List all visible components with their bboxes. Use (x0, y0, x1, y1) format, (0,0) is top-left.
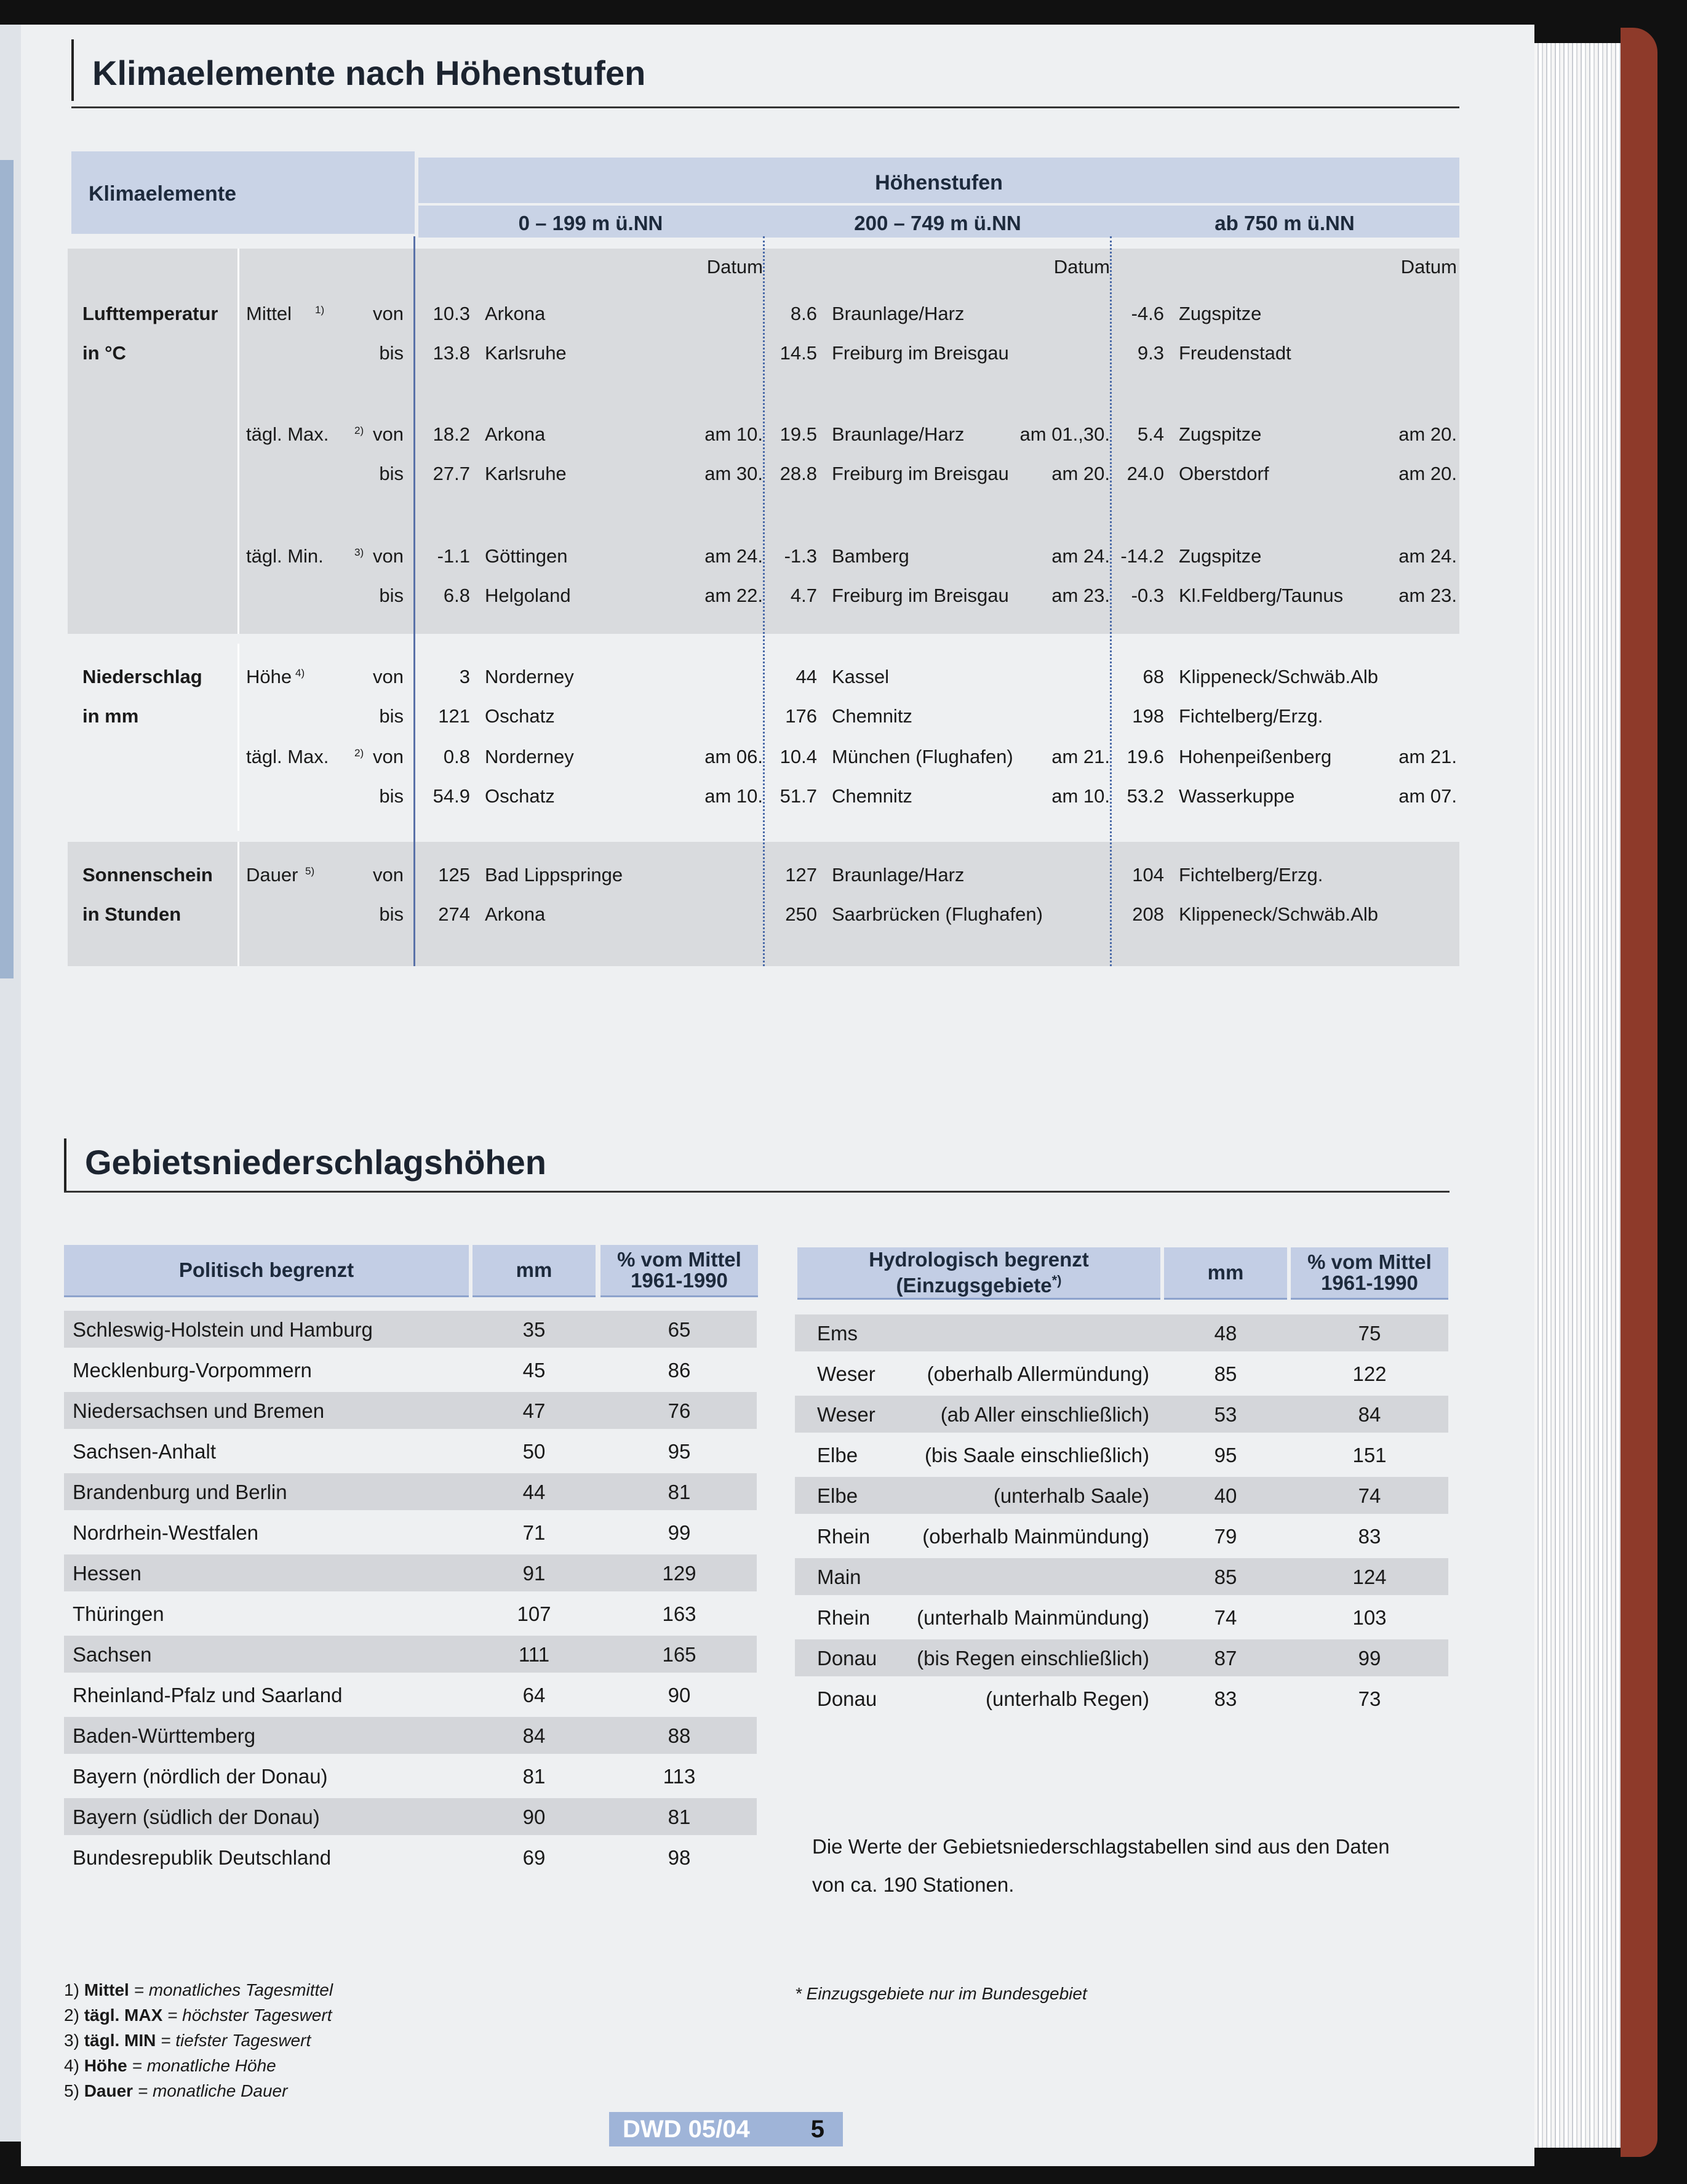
row-von-bis: von (373, 666, 404, 687)
datum-label: Datum (1400, 256, 1457, 278)
facing-page-tab (0, 160, 14, 978)
band-divider (237, 249, 239, 634)
region-pct: 129 (662, 1562, 696, 1585)
footnote-ref: 2) (354, 747, 364, 759)
footnote-line (64, 2056, 276, 2076)
cell-value: 27.7 (433, 463, 470, 484)
book-page-edges (1534, 43, 1621, 2148)
group-unit: in mm (82, 705, 139, 727)
cell-date: am 21. (1398, 746, 1457, 767)
pol-header-pct (600, 1245, 758, 1297)
cell-value: 24.0 (1127, 463, 1164, 484)
cell-date: am 30. (704, 463, 763, 484)
region-mm: 69 (522, 1846, 546, 1869)
cell-station: Kl.Feldberg/Taunus (1179, 585, 1344, 606)
cell-value: 125 (438, 864, 470, 886)
cell-station: Kassel (832, 666, 890, 687)
cell-station: Wasserkuppe (1179, 785, 1295, 807)
cell-value: 5.4 (1137, 423, 1164, 445)
pol-header-pct-line1: % vom Mittel (617, 1248, 741, 1271)
row-subelement: Höhe (246, 666, 292, 687)
cell-value: 198 (1132, 705, 1164, 727)
cell-station: Norderney (485, 666, 574, 687)
cell-value: 6.8 (443, 585, 470, 606)
band-divider (237, 842, 239, 966)
row-subelement: Mittel (246, 303, 292, 324)
region-name: Mecklenburg-Vorpommern (73, 1359, 312, 1382)
river-mm: 83 (1214, 1687, 1237, 1710)
cell-date: am 10. (1051, 785, 1110, 807)
row-von-bis: von (373, 746, 404, 767)
book-cover (1621, 28, 1657, 2157)
cell-value: 53.2 (1127, 785, 1164, 807)
pol-header-mm: mm (473, 1245, 596, 1297)
region-mm: 81 (522, 1765, 546, 1788)
header-cell-klima (71, 151, 415, 234)
river-pct: 151 (1352, 1444, 1387, 1466)
section-title: Gebietsniederschlagshöhen (85, 1143, 546, 1182)
group-name: Lufttemperatur (82, 303, 218, 324)
cell-value: 208 (1132, 903, 1164, 925)
river-name: Elbe (817, 1444, 858, 1466)
row-von-bis: bis (379, 903, 404, 925)
cell-station: Zugspitze (1179, 423, 1262, 445)
cell-date: am 23. (1398, 585, 1457, 606)
river-name: Donau (817, 1647, 877, 1670)
footnote-key: Höhe (84, 2056, 127, 2075)
region-mm: 111 (518, 1643, 550, 1666)
region-name: Nordrhein-Westfalen (73, 1521, 259, 1544)
group-unit: in Stunden (82, 903, 181, 925)
group-name: Sonnenschein (82, 864, 213, 886)
cell-value: 250 (785, 903, 817, 925)
region-name: Schleswig-Holstein und Hamburg (73, 1318, 373, 1341)
hyd-header-pct (1291, 1247, 1448, 1300)
hyd-header-region (797, 1247, 1160, 1300)
footer-label: DWD 05/04 (623, 2115, 750, 2143)
cell-station: Fichtelberg/Erzg. (1179, 705, 1323, 727)
cell-station: Freiburg im Breisgau (832, 463, 1009, 484)
cell-station: Freiburg im Breisgau (832, 585, 1009, 606)
cell-date: am 24. (704, 545, 763, 567)
river-mm: 53 (1214, 1403, 1237, 1426)
river-section: (bis Saale einschließlich) (925, 1444, 1149, 1466)
cell-station: Oschatz (485, 785, 555, 807)
cell-station: Arkona (485, 423, 546, 445)
col-header-2: ab 750 m ü.NN (1214, 212, 1355, 234)
cell-value: -4.6 (1131, 303, 1164, 324)
region-name: Bayern (nördlich der Donau) (73, 1765, 328, 1788)
region-name: Niedersachsen und Bremen (73, 1399, 325, 1422)
region-mm: 71 (522, 1521, 546, 1544)
hyd-header-line1: Hydrologisch begrenzt (869, 1248, 1089, 1271)
region-name: Baden-Württemberg (73, 1724, 256, 1747)
cell-station: Braunlage/Harz (832, 423, 965, 445)
section-bar (64, 1138, 66, 1191)
region-pct: 86 (668, 1359, 691, 1382)
note-line-1: Die Werte der Gebietsniederschlagstabellen sind aus den Daten (812, 1835, 1390, 1858)
region-name: Bayern (südlich der Donau) (73, 1806, 320, 1828)
cell-value: 121 (438, 705, 470, 727)
river-pct: 103 (1352, 1606, 1387, 1629)
star-note: * Einzugsgebiete nur im Bundesgebiet (795, 1984, 1087, 2003)
footnote-line (64, 2031, 311, 2050)
footnote-line (64, 2081, 287, 2101)
river-mm: 85 (1214, 1362, 1237, 1385)
cell-station: Helgoland (485, 585, 571, 606)
header-cols-row (418, 206, 1459, 238)
cell-value: 10.4 (780, 746, 817, 767)
cell-station: Saarbrücken (Flughafen) (832, 903, 1043, 925)
region-name: Hessen (73, 1562, 142, 1585)
footnote-ref: 4) (295, 667, 305, 679)
footnote-line (64, 2006, 332, 2025)
cell-station: Freiburg im Breisgau (832, 342, 1009, 364)
cell-value: -1.1 (437, 545, 470, 567)
footnote-key: Mittel (84, 1980, 129, 1999)
region-name: Sachsen (73, 1643, 152, 1666)
header-cell-hoehen (418, 158, 1459, 203)
cell-value: 18.2 (433, 423, 470, 445)
cell-date: am 21. (1051, 746, 1110, 767)
cell-date: am 20. (1051, 463, 1110, 484)
cell-date: am 01.,30. (1019, 423, 1110, 445)
cell-station: Zugspitze (1179, 303, 1262, 324)
river-pct: 122 (1352, 1362, 1387, 1385)
header-klima: Klimaelemente (89, 182, 236, 206)
hyd-header-star: *) (1051, 1273, 1062, 1288)
footnote-number: 5) (64, 2081, 79, 2100)
cell-station: Oberstdorf (1179, 463, 1269, 484)
cell-station: Fichtelberg/Erzg. (1179, 864, 1323, 886)
region-pct: 76 (668, 1399, 691, 1422)
facing-page-edge (0, 25, 21, 2142)
cell-value: 4.7 (790, 585, 817, 606)
cell-value: 28.8 (780, 463, 817, 484)
row-subelement: Dauer (246, 864, 298, 886)
cell-value: -0.3 (1131, 585, 1164, 606)
cell-station: Zugspitze (1179, 545, 1262, 567)
cell-value: 104 (1132, 864, 1164, 886)
river-pct: 83 (1358, 1525, 1381, 1548)
cell-date: am 06. (704, 746, 763, 767)
cell-value: 19.6 (1127, 746, 1164, 767)
cell-value: 13.8 (433, 342, 470, 364)
section-rule (64, 1191, 1450, 1193)
pol-header-region: Politisch begrenzt (64, 1245, 469, 1297)
region-mm: 84 (522, 1724, 546, 1747)
cell-value: -1.3 (784, 545, 817, 567)
region-pct: 163 (662, 1602, 696, 1625)
footnote-key: tägl. MIN (84, 2031, 156, 2050)
row-von-bis: von (373, 423, 404, 445)
river-mm: 79 (1214, 1525, 1237, 1548)
region-name: Sachsen-Anhalt (73, 1440, 216, 1463)
band-divider (237, 644, 239, 831)
region-pct: 65 (668, 1318, 691, 1341)
region-mm: 107 (517, 1602, 551, 1625)
cell-value: 10.3 (433, 303, 470, 324)
cell-value: 3 (459, 666, 470, 687)
header-hoehen: Höhenstufen (875, 171, 1003, 194)
col-divider-solid (413, 236, 415, 966)
cell-station: Norderney (485, 746, 574, 767)
river-pct: 74 (1358, 1484, 1381, 1507)
region-name: Thüringen (73, 1602, 164, 1625)
cell-date: am 20. (1398, 463, 1457, 484)
col-divider-dashed (763, 236, 765, 966)
river-section: (oberhalb Mainmündung) (922, 1525, 1149, 1548)
row-von-bis: von (373, 864, 404, 886)
region-mm: 50 (522, 1440, 546, 1463)
cell-date: am 07. (1398, 785, 1457, 807)
region-name: Rheinland-Pfalz und Saarland (73, 1684, 343, 1706)
cell-station: Braunlage/Harz (832, 303, 965, 324)
river-section: (unterhalb Mainmündung) (917, 1606, 1149, 1629)
cell-value: 0.8 (443, 746, 470, 767)
region-mm: 90 (522, 1806, 546, 1828)
row-subelement: tägl. Max. (246, 746, 329, 767)
cell-station: Karlsruhe (485, 342, 567, 364)
cell-date: am 10. (704, 423, 763, 445)
river-section: (unterhalb Regen) (986, 1687, 1149, 1710)
cell-date: am 22. (704, 585, 763, 606)
cell-value: 51.7 (780, 785, 817, 807)
cell-station: Bamberg (832, 545, 909, 567)
footnote-key: tägl. MAX (84, 2006, 163, 2025)
cell-station: Oschatz (485, 705, 555, 727)
cell-station: Arkona (485, 303, 546, 324)
group-name: Niederschlag (82, 666, 202, 687)
pol-header-pct-line2: 1961-1990 (631, 1269, 728, 1292)
cell-value: 9.3 (1137, 342, 1164, 364)
region-pct: 99 (668, 1521, 691, 1544)
river-pct: 75 (1358, 1322, 1381, 1345)
row-von-bis: bis (379, 785, 404, 807)
region-mm: 45 (522, 1359, 546, 1382)
row-von-bis: bis (379, 585, 404, 606)
cell-value: 19.5 (780, 423, 817, 445)
page-number: 5 (810, 2115, 824, 2143)
footnote-desc: = monatliche Dauer (137, 2081, 288, 2100)
section-rule (71, 106, 1459, 108)
cell-station: Göttingen (485, 545, 568, 567)
river-name: Weser (817, 1403, 875, 1426)
footnote-ref: 2) (354, 425, 364, 436)
footnote-number: 1) (64, 1980, 79, 1999)
section-bar (71, 39, 74, 101)
river-name: Donau (817, 1687, 877, 1710)
river-section: (ab Aller einschließlich) (940, 1403, 1149, 1426)
region-mm: 44 (522, 1481, 546, 1503)
river-name: Elbe (817, 1484, 858, 1507)
cell-station: Bad Lippspringe (485, 864, 623, 886)
row-von-bis: von (373, 545, 404, 567)
section-title: Klimaelemente nach Höhenstufen (92, 54, 646, 92)
hyd-header-pct-line2: 1961-1990 (1321, 1271, 1418, 1294)
hyd-header-pct-line1: % vom Mittel (1307, 1250, 1432, 1273)
region-name: Brandenburg und Berlin (73, 1481, 287, 1503)
region-pct: 98 (668, 1846, 691, 1869)
cell-station: Karlsruhe (485, 463, 567, 484)
footnote-number: 2) (64, 2006, 79, 2025)
footnote-desc: = höchster Tageswert (167, 2006, 332, 2025)
region-mm: 91 (522, 1562, 546, 1585)
note-line-2: von ca. 190 Stationen. (812, 1873, 1015, 1896)
footnote-key: Dauer (84, 2081, 134, 2100)
river-name: Rhein (817, 1525, 871, 1548)
footnote-number: 4) (64, 2056, 79, 2075)
region-pct: 165 (662, 1643, 696, 1666)
row-subelement: tägl. Min. (246, 545, 324, 567)
river-section: (bis Regen einschließlich) (917, 1647, 1149, 1670)
row-von-bis: bis (379, 463, 404, 484)
cell-station: Chemnitz (832, 705, 912, 727)
col-header-0: 0 – 199 m ü.NN (518, 212, 663, 234)
footnote-ref: 1) (315, 304, 325, 316)
region-name: Bundesrepublik Deutschland (73, 1846, 332, 1869)
region-pct: 90 (668, 1684, 691, 1706)
cell-station: München (Flughafen) (832, 746, 1013, 767)
cell-value: 176 (785, 705, 817, 727)
cell-value: -14.2 (1120, 545, 1164, 567)
river-mm: 95 (1214, 1444, 1237, 1466)
region-mm: 64 (522, 1684, 546, 1706)
region-pct: 81 (668, 1481, 691, 1503)
river-name: Ems (817, 1322, 858, 1345)
river-mm: 40 (1214, 1484, 1237, 1507)
hyd-header-mm: mm (1164, 1247, 1287, 1300)
cell-station: Klippeneck/Schwäb.Alb (1179, 666, 1378, 687)
cell-station: Braunlage/Harz (832, 864, 965, 886)
region-mm: 35 (522, 1318, 546, 1341)
region-pct: 113 (663, 1765, 696, 1788)
cell-value: 14.5 (780, 342, 817, 364)
region-pct: 95 (668, 1440, 691, 1463)
footnote-desc: = tiefster Tageswert (161, 2031, 311, 2050)
cell-station: Klippeneck/Schwäb.Alb (1179, 903, 1378, 925)
cell-station: Freudenstadt (1179, 342, 1291, 364)
region-pct: 81 (668, 1806, 691, 1828)
river-section: (oberhalb Allermündung) (927, 1362, 1149, 1385)
river-pct: 84 (1358, 1403, 1381, 1426)
row-von-bis: bis (379, 705, 404, 727)
footnote-number: 3) (64, 2031, 79, 2050)
datum-label: Datum (706, 256, 763, 278)
hyd-header-line2: (Einzugsgebiete (896, 1274, 1052, 1297)
footnote-desc: = monatliche Höhe (132, 2056, 276, 2075)
row-subelement: tägl. Max. (246, 423, 329, 445)
row-von-bis: von (373, 303, 404, 324)
river-pct: 124 (1352, 1566, 1387, 1588)
page-footer (609, 2112, 843, 2146)
document-page (21, 25, 1534, 2166)
river-name: Rhein (817, 1606, 871, 1629)
cell-station: Hohenpeißenberg (1179, 746, 1332, 767)
cell-value: 274 (438, 903, 470, 925)
footnote-ref: 5) (305, 865, 315, 877)
footnote-line (64, 1980, 333, 2000)
cell-value: 54.9 (433, 785, 470, 807)
row-von-bis: bis (379, 342, 404, 364)
cell-station: Chemnitz (832, 785, 912, 807)
footnote-desc: = monatliches Tagesmittel (134, 1980, 333, 1999)
river-pct: 99 (1358, 1647, 1381, 1670)
river-section: (unterhalb Saale) (993, 1484, 1149, 1507)
cell-station: Arkona (485, 903, 546, 925)
river-mm: 48 (1214, 1322, 1237, 1345)
col-divider-dashed (1110, 236, 1112, 966)
river-pct: 73 (1358, 1687, 1381, 1710)
cell-value: 68 (1143, 666, 1164, 687)
region-pct: 88 (668, 1724, 691, 1747)
datum-label: Datum (1053, 256, 1110, 278)
river-name: Main (817, 1566, 861, 1588)
cell-date: am 23. (1051, 585, 1110, 606)
col-header-1: 200 – 749 m ü.NN (854, 212, 1021, 234)
cell-date: am 24. (1398, 545, 1457, 567)
river-mm: 74 (1214, 1606, 1237, 1629)
river-mm: 85 (1214, 1566, 1237, 1588)
cell-date: am 20. (1398, 423, 1457, 445)
footnote-ref: 3) (354, 546, 364, 558)
cell-value: 44 (796, 666, 817, 687)
river-name: Weser (817, 1362, 875, 1385)
region-mm: 47 (522, 1399, 546, 1422)
cell-value: 8.6 (790, 303, 817, 324)
river-mm: 87 (1214, 1647, 1237, 1670)
cell-date: am 10. (704, 785, 763, 807)
cell-value: 127 (785, 864, 817, 886)
group-unit: in °C (82, 342, 126, 364)
cell-date: am 24. (1051, 545, 1110, 567)
